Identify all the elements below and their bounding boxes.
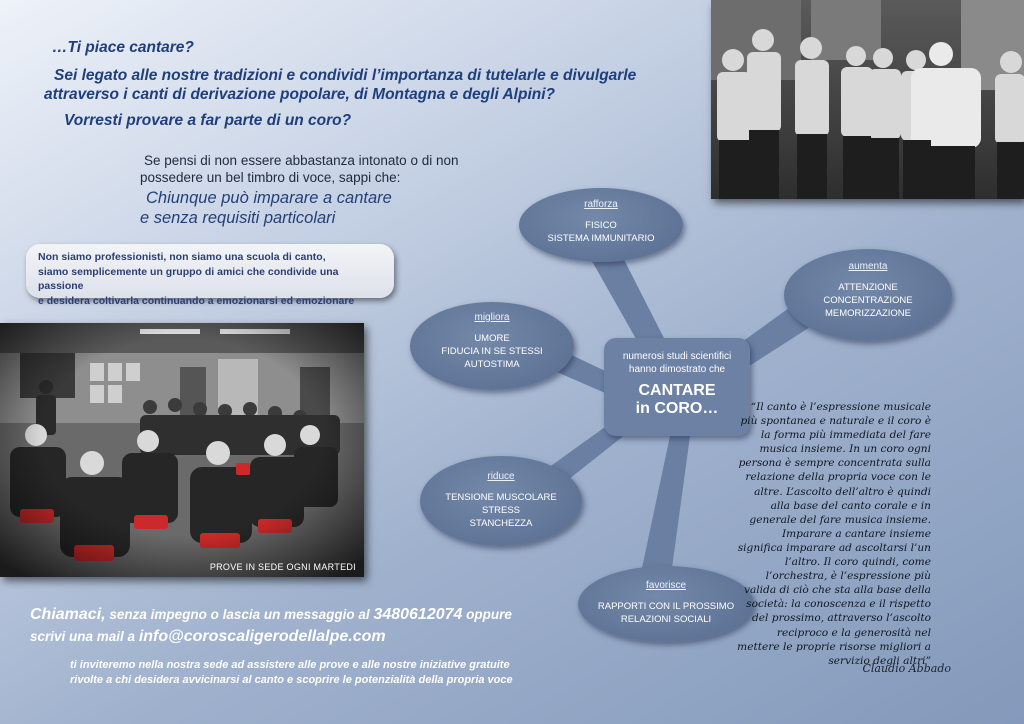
quote-line: generale del fare musica insieme. [749,513,931,526]
bubble-aumenta-item3: MEMORIZZAZIONE [824,308,912,319]
quote-line: la forma più immediata del fare [760,429,931,442]
quote-line: mettere le proprie risorse migliori a [737,640,931,653]
photo-caption: PROVE IN SEDE OGNI MARTEDI [209,562,356,572]
bubble-rafforza-keyword: rafforza [584,199,618,210]
callout-line3: e desidera coltivarla continuando a emozionarsi ed emozionare [38,294,355,307]
quote-line: significa imparare ad ascoltarsi l’un [737,541,931,554]
contact-mid: senza impegno o lascia un messaggio al [105,607,374,622]
bubble-riduce-item1: TENSIONE MUSCOLARE [445,492,557,503]
center-line1: numerosi studi scientifici [622,351,732,362]
center-title [604,382,750,418]
contact-oppure: oppure [462,607,512,622]
center-intro [604,338,750,376]
abbado-quote [731,400,931,668]
quote-line: valida di ciò che sta alla base della [743,584,931,597]
bubble-riduce-item3: STANCHEZZA [469,518,533,529]
contact-line1 [30,604,590,626]
bubble-migliora [410,302,574,390]
quote-line: servizio degli altri” [828,654,931,667]
question-traditions-line1: Sei legato alle nostre tradizioni e condividi l’importanza di tutelarle e divulgarle [54,67,637,84]
callout-line2: siamo semplicemente un gruppo di amici che condivide una passione [38,265,339,292]
bubble-rafforza [519,188,683,262]
bubble-riduce [420,456,582,546]
quote-line: reciproco e la generosità nel [776,626,931,639]
mindmap-center [604,338,750,436]
bubble-aumenta [784,249,952,341]
bubble-migliora-item3: AUTOSTIMA [464,359,520,370]
contact-block [30,604,590,648]
bubble-migliora-keyword: migliora [474,312,510,323]
intro-highlight1: Chiunque può imparare a cantare [146,189,392,207]
bubble-favorisce [578,566,754,642]
intro-line1: Se pensi di non essere abbastanza intonato o di non [144,153,459,168]
bubble-aumenta-item2: CONCENTRAZIONE [823,295,913,306]
invitation-line1: ti inviteremo nella nostra sede ad assistere alle prove e alle nostre iniziative gratuite [70,659,510,671]
quote-line: società: la conoscenza e il rispetto [746,598,931,611]
quote-line: l’altro. Il coro quindi, come [784,556,931,569]
invitation-line2: rivolte a chi desidera avvicinarsi al canto e scoprire le potenzialità della propria voce [70,674,513,686]
intro-highlight2: e senza requisiti particolari [140,209,336,227]
quote-line: persona è sempre concentrata sulla [738,457,931,470]
phone-number[interactable]: 3480612074 [373,606,463,623]
center-title2: in CORO… [635,400,719,417]
question-choir-text: Vorresti provare a far parte di un coro? [64,112,352,129]
quote-line: alla base del canto corale e in [770,499,931,512]
bubble-rafforza-item2: SISTEMA IMMUNITARIO [547,233,655,244]
contact-chiamaci: Chiamaci, [30,606,106,623]
quote-line: Imparare a cantare insieme [781,527,931,540]
quote-line: musica insieme. In un coro ogni [759,443,931,456]
quote-line: più spontanea e naturale e il coro è [740,415,931,428]
quote-line: relazione della propria voce con le [745,471,931,484]
contact-line2 [30,626,590,648]
bubble-migliora-item1: UMORE [474,333,510,344]
bubble-aumenta-item1: ATTENZIONE [838,282,898,293]
bubble-favorisce-item1: RAPPORTI CON IL PROSSIMO [597,601,735,612]
center-title1: CANTARE [638,382,716,399]
center-line2: hanno dimostrato che [628,364,726,375]
quote-line: altre. L’ascolto dell’altro è quindi [754,485,931,498]
bubble-riduce-keyword: riduce [487,471,515,482]
contact-scrivi: scrivi una mail a [30,629,139,644]
quote-line: “Il canto è l’espressione musicale [750,401,931,413]
question-traditions-line2: attraverso i canti di derivazione popolare, di Montagna e degli Alpini? [44,86,556,103]
quote-line: del prossimo, attraverso l’ascolto [751,612,931,625]
intro-line2: possedere un bel timbro di voce, sappi che: [140,170,401,185]
bubble-favorisce-keyword: favorisce [645,580,686,591]
connector-favorisce [642,436,690,568]
question-sing: …Ti piace cantare? [52,39,194,56]
bubble-aumenta-keyword: aumenta [848,261,888,272]
bubble-favorisce-item2: RELAZIONI SOCIALI [620,614,712,625]
quote-line: l’orchestra, è l’espressione più [765,570,931,583]
callout-line1: Non siamo professionisti, non siamo una scuola di canto, [38,251,326,263]
invitation-text [70,658,590,688]
bubble-riduce-item2: STRESS [481,505,520,516]
email-link[interactable]: info@coroscaligerodellalpe.com [138,628,386,645]
quote-author: Claudio Abbado [862,662,951,675]
bubble-rafforza-item1: FISICO [585,220,617,231]
bubble-migliora-item2: FIDUCIA IN SE STESSI [441,346,543,357]
